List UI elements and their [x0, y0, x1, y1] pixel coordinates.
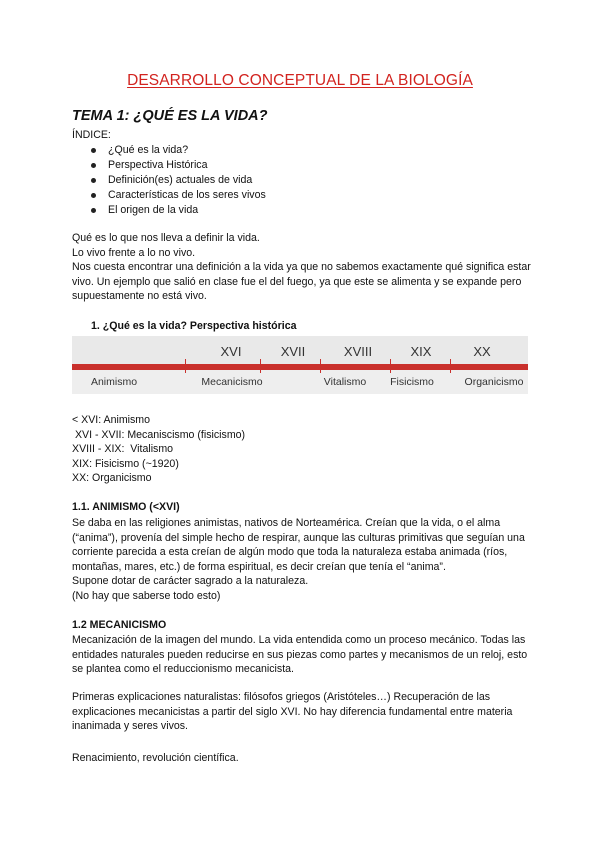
index-list	[72, 143, 532, 219]
period-line: XIX: Fisicismo (~1920)	[72, 457, 179, 470]
timeline-tick	[320, 359, 321, 373]
period-line: XVIII - XIX: Vitalismo	[72, 443, 174, 456]
intro-line: Qué es lo que nos lleva a definir la vida.	[72, 232, 260, 244]
century-label: XVIII	[343, 344, 373, 359]
timeline-bottom-band	[72, 370, 528, 394]
timeline-tick	[390, 359, 391, 373]
era-label: Vitalismo	[323, 376, 367, 388]
index-section	[72, 128, 532, 219]
index-item: Perspectiva Histórica	[72, 158, 532, 173]
century-label: XIX	[410, 344, 432, 359]
intro-line: Lo vivo frente a lo no vivo.	[72, 246, 196, 259]
bullet-icon	[91, 148, 96, 153]
index-item: Características de los seres vivos	[72, 188, 532, 203]
section-heading-mecanicismo: 1.2 MECANICISMO	[72, 619, 167, 631]
animismo-paragraph: Se daba en las religiones animistas, nativos de Norteamérica. Creían que la vida, o el alma (“anima”), provenía del simple hecho de respirar, aunque las culturas primitivas que seguían una corriente parecida a esta creían de algún modo que toda la naturaleza estaba animada (ríos, montañas, mares, etc.) de forma espiritual, es decir creían que tenía el “anima”.	[72, 517, 525, 573]
era-label: Animismo	[90, 376, 138, 388]
era-label: Mecanicismo	[201, 376, 263, 388]
century-label: XX	[473, 344, 491, 359]
animismo-paragraph: Supone dotar de carácter sagrado a la naturaleza.	[72, 575, 309, 588]
mecanicismo-paragraph: Renacimiento, revolución científica.	[72, 752, 239, 764]
century-label: XVI	[220, 344, 242, 359]
bullet-icon	[91, 163, 96, 168]
intro-line: Nos cuesta encontrar una definición a la vida ya que no sabemos exactamente qué significa estar vivo. Un ejemplo que salió en clase fue el del fuego, ya que este se alimenta y se expande pero supuestamente no está vivo.	[72, 261, 531, 303]
timeline-tick	[260, 359, 261, 373]
timeline-line	[72, 364, 528, 370]
period-line: < XVI: Animismo	[72, 414, 151, 426]
timeline-tick	[450, 359, 451, 373]
timeline-tick	[185, 359, 186, 373]
period-line: XX: Organicismo	[72, 472, 152, 485]
era-label: Fisicismo	[390, 376, 434, 388]
index-item: El origen de la vida	[72, 203, 532, 218]
mecanicismo-paragraph: Primeras explicaciones naturalistas: filósofos griegos (Aristóteles…) Recuperación de las explicaciones mecanicistas a partir del siglo XVI. No hay diferencia fundamental entre materia inanimada y seres vivos.	[72, 691, 513, 733]
bullet-icon	[91, 178, 96, 183]
mecanicismo-body-3	[72, 751, 532, 766]
period-line: XVI - XVII: Mecaniscismo (fisicismo)	[72, 428, 246, 441]
era-label: Organicismo	[464, 376, 524, 388]
section-heading-1: 1. ¿Qué es la vida? Perspectiva histórica	[91, 320, 297, 332]
bullet-icon	[91, 193, 96, 198]
period-list	[72, 413, 532, 486]
mecanicismo-paragraph: Mecanización de la imagen del mundo. La vida entendida como un proceso mecánico. Todas las entidades naturales pueden reducirse en sus piezas como partes y mecanismos de un reloj, esto se plantea como el reduccionismo mecanicista.	[72, 634, 528, 676]
animismo-body	[72, 516, 530, 604]
index-item: ¿Qué es la vida?	[72, 143, 532, 158]
animismo-note: (No hay que saberse todo esto)	[72, 589, 221, 602]
mecanicismo-body	[72, 633, 532, 677]
document-title: DESARROLLO CONCEPTUAL DE LA BIOLOGÍA	[127, 72, 473, 89]
bullet-icon	[91, 208, 96, 213]
index-item: Definición(es) actuales de vida	[72, 173, 532, 188]
intro-paragraphs	[72, 231, 532, 304]
mecanicismo-body-2	[72, 690, 532, 734]
index-label: ÍNDICE:	[72, 129, 111, 141]
century-label: XVII	[280, 344, 306, 359]
section-heading-animismo: 1.1. ANIMISMO (<XVI)	[72, 501, 180, 513]
topic-heading: TEMA 1: ¿QUÉ ES LA VIDA?	[72, 108, 268, 124]
